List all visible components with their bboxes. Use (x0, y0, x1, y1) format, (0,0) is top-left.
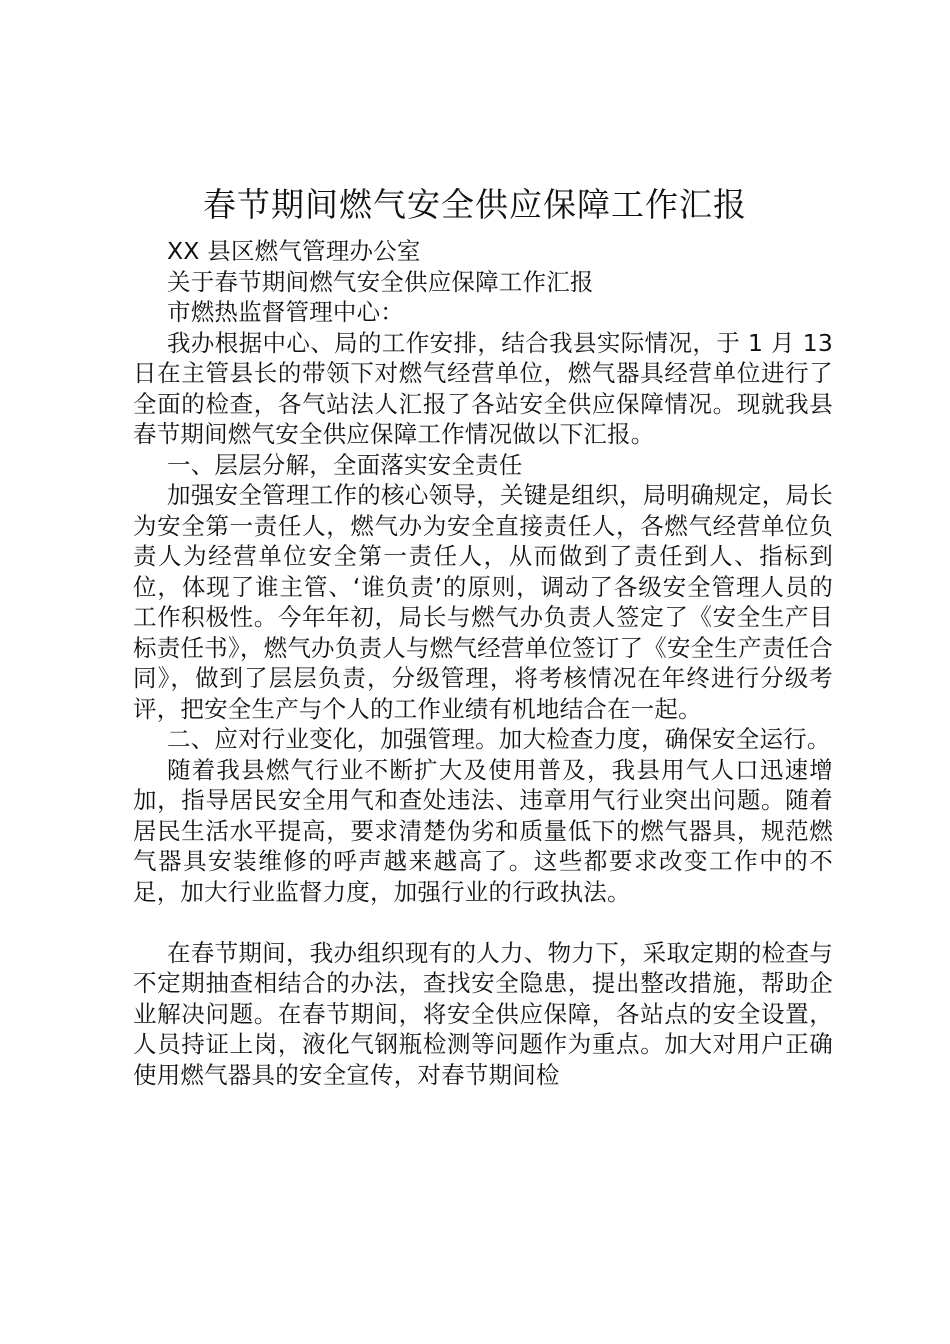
addressee: 市燃热监督管理中心： (167, 298, 404, 326)
issuing-office: XX 县区燃气管理办公室 (167, 237, 421, 265)
paragraph-spacer (133, 907, 833, 938)
section-heading-2: 二、应对行业变化，加强管理。加大检查力度，确保安全运行。 (167, 725, 831, 753)
document-body (133, 236, 833, 1090)
spring-festival-paragraph: 在春节期间，我办组织现有的人力、物力下，采取定期的检查与不定期抽查相结合的办法，查找安全隐患，提出整改措施，帮助企业解决问题。在春节期间，将安全供应保障，各站点的安全设置，人员持证上岗，液化气钢瓶检测等问题作为重点。加大对用户正确使用燃气器具的安全宣传，对春节期间检 (133, 938, 833, 1089)
document-title: 春节期间燃气安全供应保障工作汇报 (203, 185, 747, 224)
report-subject: 关于春节期间燃气安全供应保障工作汇报 (167, 267, 594, 296)
intro-paragraph: 我办根据中心、局的工作安排，结合我县实际情况，于 1 月 13 日在主管县长的带领下对燃气经营单位，燃气器具经营单位进行了全面的检查，各气站法人汇报了各站安全供应保障情况。现就我县春节期间燃气安全供应保障工作情况做以下汇报。 (133, 328, 833, 448)
section-heading-1: 一、层层分解，全面落实安全责任 (167, 450, 523, 479)
section-2-paragraph: 随着我县燃气行业不断扩大及使用普及，我县用气人口迅速增加，指导居民安全用气和查处违法、违章用气行业突出问题。随着居民生活水平提高，要求清楚伪劣和质量低下的燃气器具，规范燃气器具安装维修的呼声越来越高了。这些都要求改变工作中的不足，加大行业监督力度，加强行业的行政执法。 (133, 755, 833, 906)
section-1-paragraph: 加强安全管理工作的核心领导，关键是组织，局明确规定，局长为安全第一责任人，燃气办为安全直接责任人，各燃气经营单位负责人为经营单位安全第一责任人，从而做到了责任到人、指标到位，体现了谁主管、‘谁负责’的原则，调动了各级安全管理人员的工作积极性。今年年初，局长与燃气办负责人签定了《安全生产目标责任书》，燃气办负责人与燃气经营单位签订了《安全生产责任合同》，做到了层层负责，分级管理，将考核情况在年终进行分级考评，把安全生产与个人的工作业绩有机地结合在一起。 (133, 481, 833, 723)
